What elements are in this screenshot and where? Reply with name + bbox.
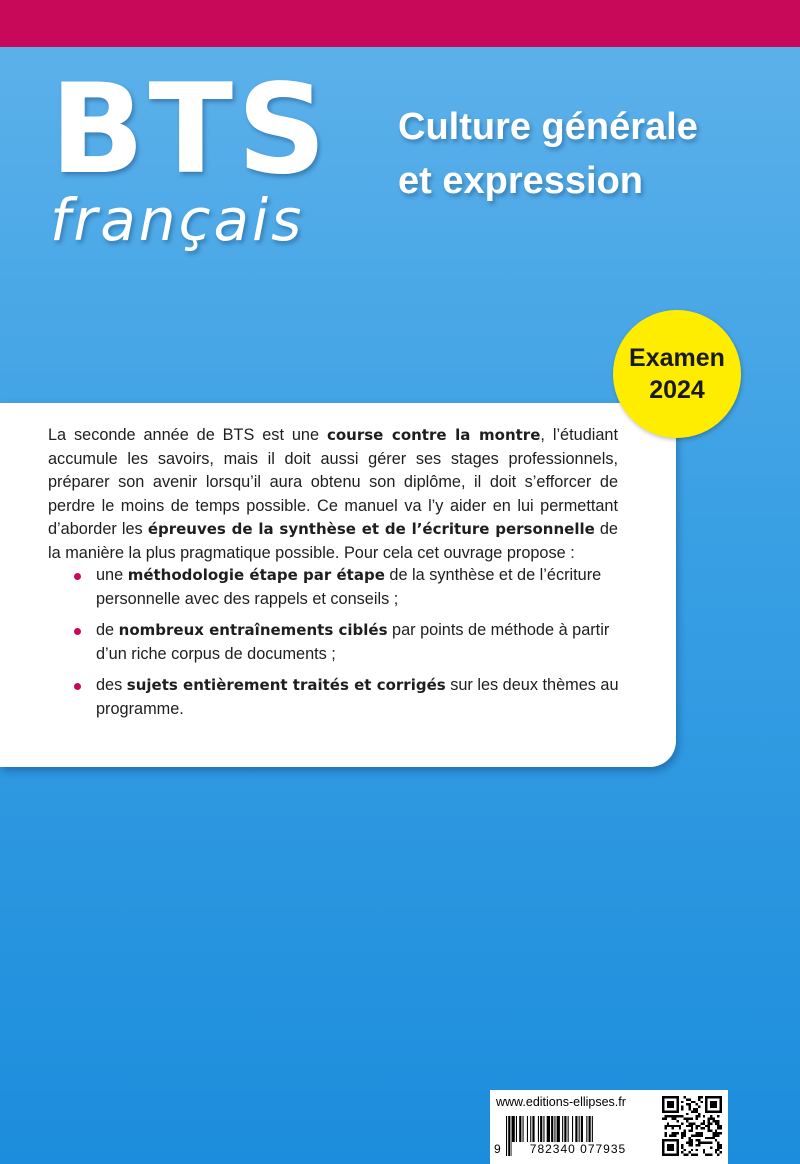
qr-module — [705, 1137, 707, 1139]
qr-module — [717, 1142, 719, 1144]
series-title: BTS — [50, 58, 331, 202]
qr-module — [698, 1113, 700, 1115]
qr-module — [664, 1125, 666, 1127]
qr-module — [684, 1118, 686, 1120]
qr-module — [696, 1110, 698, 1112]
qr-module — [676, 1115, 678, 1117]
book-title-line-2: et expression — [398, 160, 643, 202]
qr-module — [691, 1125, 693, 1127]
bullet-text: une — [96, 566, 128, 584]
qr-module — [669, 1125, 671, 1127]
qr-module — [696, 1154, 698, 1156]
qr-module — [700, 1127, 702, 1129]
qr-module — [696, 1132, 698, 1134]
qr-module — [698, 1134, 700, 1136]
qr-module — [674, 1115, 676, 1117]
book-title — [398, 100, 698, 208]
qr-module — [672, 1125, 674, 1127]
qr-module — [696, 1103, 698, 1105]
qr-module — [664, 1115, 666, 1117]
qr-module — [664, 1118, 666, 1120]
qr-module — [705, 1125, 707, 1127]
qr-module — [691, 1154, 693, 1156]
qr-module — [684, 1096, 686, 1098]
qr-module — [688, 1130, 690, 1132]
qr-module — [674, 1118, 676, 1120]
qr-module — [684, 1130, 686, 1132]
qr-module — [708, 1127, 710, 1129]
bullet-highlight: sujets entièrement traités et corrigés — [126, 676, 446, 695]
bullet-dot-icon — [74, 683, 81, 690]
qr-module — [700, 1132, 702, 1134]
qr-module — [698, 1142, 700, 1144]
qr-module — [708, 1137, 710, 1139]
qr-module — [686, 1118, 688, 1120]
qr-module — [679, 1127, 681, 1129]
qr-module — [700, 1142, 702, 1144]
qr-module — [715, 1149, 717, 1151]
qr-module — [676, 1125, 678, 1127]
qr-module — [669, 1134, 671, 1136]
qr-module — [681, 1137, 683, 1139]
qr-module — [688, 1103, 690, 1105]
qr-module — [703, 1142, 705, 1144]
intro-text-3: de la manière la plus pragmatique possible. Pour cela cet ouvrage propose : — [48, 520, 618, 562]
qr-module — [693, 1122, 695, 1124]
qr-module — [693, 1154, 695, 1156]
bullet-text: sur les deux thèmes au programme. — [96, 676, 619, 718]
qr-module — [710, 1122, 712, 1124]
qr-module — [688, 1151, 690, 1153]
qr-module — [717, 1132, 719, 1134]
qr-module — [717, 1149, 719, 1151]
qr-module — [698, 1125, 700, 1127]
qr-module — [688, 1125, 690, 1127]
qr-module — [679, 1125, 681, 1127]
qr-module — [717, 1120, 719, 1122]
qr-module — [676, 1120, 678, 1122]
qr-module — [691, 1130, 693, 1132]
qr-module — [667, 1125, 669, 1127]
qr-module — [691, 1139, 693, 1141]
qr-module — [693, 1134, 695, 1136]
qr-module — [696, 1144, 698, 1146]
qr-module — [664, 1127, 666, 1129]
qr-module — [672, 1134, 674, 1136]
qr-module — [688, 1139, 690, 1141]
qr-module — [715, 1139, 717, 1141]
qr-module — [691, 1118, 693, 1120]
subject-title: français — [50, 186, 305, 254]
qr-module — [710, 1118, 712, 1120]
qr-module — [710, 1154, 712, 1156]
qr-module — [681, 1144, 683, 1146]
qr-module — [688, 1106, 690, 1108]
qr-module — [664, 1134, 666, 1136]
qr-module — [672, 1115, 674, 1117]
book-title-line-1: Culture générale — [398, 106, 698, 148]
qr-module — [691, 1101, 693, 1103]
qr-module — [720, 1146, 722, 1148]
intro-text-2: , l’étudiant accumule les savoirs, mais il doit aussi gérer ses stages professionnels, préparer son avenir lorsqu’il aura obtenu son diplôme, il doit s’efforcer de perdre le moins de temps possible. Ce manuel va l’y aider en lui permettant d’aborder les — [48, 426, 618, 539]
qr-module — [674, 1132, 676, 1134]
qr-module — [684, 1149, 686, 1151]
qr-module — [681, 1134, 683, 1136]
qr-module — [710, 1101, 717, 1108]
qr-module — [712, 1132, 714, 1134]
qr-module — [715, 1151, 717, 1153]
qr-module — [720, 1151, 722, 1153]
qr-module — [696, 1139, 698, 1141]
qr-module — [712, 1118, 714, 1120]
bullet-dot-icon — [74, 573, 81, 580]
qr-module — [672, 1118, 674, 1120]
qr-module — [672, 1127, 674, 1129]
bullet-text: de — [96, 621, 119, 640]
bullet-text: par points de méthode à partir d’un riche corpus de documents ; — [96, 621, 610, 663]
qr-module — [710, 1142, 712, 1144]
qr-module — [703, 1115, 705, 1117]
qr-module — [667, 1122, 669, 1124]
bullet-text: de la synthèse et de l’écriture personnelle avec des rappels et conseils ; — [96, 566, 602, 608]
isbn-number: 782340 077935 — [512, 1142, 644, 1156]
qr-module — [717, 1144, 719, 1146]
qr-module — [717, 1125, 719, 1127]
qr-module — [681, 1132, 683, 1134]
qr-module — [698, 1132, 700, 1134]
qr-module — [662, 1118, 664, 1120]
qr-module — [688, 1108, 690, 1110]
qr-module — [691, 1122, 693, 1124]
qr-module — [720, 1127, 722, 1129]
qr-module — [700, 1134, 702, 1136]
qr-module — [696, 1149, 698, 1151]
qr-module — [686, 1103, 688, 1105]
qr-module — [703, 1151, 705, 1153]
qr-module — [686, 1125, 688, 1127]
qr-module — [664, 1132, 666, 1134]
qr-module — [681, 1115, 683, 1117]
list-item — [74, 674, 634, 721]
intro-highlight-1: course contre la montre — [326, 426, 541, 444]
qr-module — [693, 1101, 695, 1103]
qr-module — [717, 1134, 719, 1136]
qr-module — [703, 1149, 705, 1151]
qr-module — [696, 1134, 698, 1136]
list-item — [74, 619, 634, 666]
qr-module — [667, 1144, 674, 1151]
qr-module — [708, 1130, 710, 1132]
qr-module — [696, 1108, 698, 1110]
qr-module — [693, 1110, 695, 1112]
intro-text-1: La seconde année de BTS est une — [48, 426, 327, 444]
qr-module — [681, 1106, 683, 1108]
qr-module — [698, 1139, 700, 1141]
qr-module — [681, 1108, 683, 1110]
qr-module — [717, 1115, 719, 1117]
bullet-dot-icon — [74, 628, 81, 635]
bullet-highlight: nombreux entraînements ciblés — [118, 621, 388, 640]
qr-module — [715, 1130, 717, 1132]
qr-module — [691, 1142, 693, 1144]
qr-module — [710, 1137, 712, 1139]
qr-module — [703, 1127, 705, 1129]
qr-module — [708, 1154, 710, 1156]
feature-list — [74, 564, 634, 730]
qr-module — [708, 1122, 710, 1124]
qr-module — [712, 1137, 714, 1139]
qr-module — [686, 1154, 688, 1156]
qr-module — [681, 1146, 683, 1148]
qr-module — [715, 1134, 717, 1136]
qr-module — [691, 1144, 693, 1146]
qr-module — [667, 1115, 669, 1117]
qr-module — [708, 1120, 710, 1122]
qr-code-icon — [662, 1096, 722, 1156]
qr-module — [686, 1098, 688, 1100]
qr-module — [708, 1142, 710, 1144]
list-item — [74, 564, 634, 611]
qr-module — [703, 1120, 705, 1122]
qr-module — [708, 1125, 710, 1127]
badge-year: 2024 — [649, 376, 705, 404]
qr-module — [720, 1125, 722, 1127]
qr-module — [688, 1098, 690, 1100]
qr-module — [688, 1144, 690, 1146]
qr-module — [688, 1142, 690, 1144]
barcode-panel — [490, 1090, 728, 1164]
qr-module — [700, 1096, 702, 1098]
qr-module — [681, 1151, 683, 1153]
barcode-bar — [508, 1116, 510, 1156]
qr-module — [710, 1146, 712, 1148]
qr-module — [715, 1120, 717, 1122]
barcode-bar — [506, 1116, 507, 1156]
qr-module — [684, 1132, 686, 1134]
qr-module — [674, 1134, 676, 1136]
qr-module — [717, 1154, 719, 1156]
qr-module — [698, 1098, 700, 1100]
qr-module — [693, 1108, 695, 1110]
qr-module — [720, 1132, 722, 1134]
qr-module — [686, 1142, 688, 1144]
qr-module — [717, 1146, 719, 1148]
qr-module — [698, 1115, 700, 1117]
badge-label: Examen — [629, 344, 725, 372]
qr-module — [712, 1134, 714, 1136]
qr-module — [717, 1127, 719, 1129]
intro-highlight-2: épreuves de la synthèse et de l’écriture personnelle — [147, 520, 595, 539]
qr-module — [696, 1118, 698, 1120]
qr-module — [698, 1144, 700, 1146]
intro-paragraph — [48, 424, 618, 566]
qr-module — [691, 1134, 693, 1136]
qr-module — [720, 1144, 722, 1146]
qr-module — [717, 1122, 719, 1124]
qr-module — [705, 1142, 707, 1144]
qr-module — [681, 1101, 683, 1103]
qr-module — [696, 1125, 698, 1127]
qr-module — [679, 1115, 681, 1117]
qr-module — [669, 1115, 671, 1117]
qr-module — [676, 1132, 678, 1134]
qr-module — [691, 1127, 693, 1129]
qr-module — [708, 1118, 710, 1120]
isbn-prefix: 9 — [494, 1142, 501, 1156]
bullet-text: des — [96, 676, 127, 695]
qr-module — [691, 1110, 693, 1112]
qr-module — [715, 1132, 717, 1134]
qr-module — [696, 1115, 698, 1117]
qr-module — [672, 1132, 674, 1134]
qr-module — [691, 1149, 693, 1151]
qr-module — [686, 1120, 688, 1122]
exam-year-badge — [613, 310, 741, 438]
qr-module — [700, 1122, 702, 1124]
qr-module — [688, 1118, 690, 1120]
qr-module — [705, 1154, 707, 1156]
qr-module — [688, 1137, 690, 1139]
qr-module — [688, 1122, 690, 1124]
qr-module — [715, 1122, 717, 1124]
qr-module — [684, 1134, 686, 1136]
bullet-highlight: méthodologie étape par étape — [127, 566, 385, 584]
top-color-band — [0, 0, 800, 47]
qr-module — [712, 1120, 714, 1122]
publisher-website: www.editions-ellipses.fr — [496, 1095, 626, 1109]
qr-module — [667, 1101, 674, 1108]
qr-module — [674, 1125, 676, 1127]
qr-module — [686, 1113, 688, 1115]
qr-module — [698, 1096, 700, 1098]
qr-module — [696, 1127, 698, 1129]
qr-module — [684, 1154, 686, 1156]
qr-module — [700, 1101, 702, 1103]
qr-module — [698, 1106, 700, 1108]
qr-module — [710, 1115, 712, 1117]
qr-module — [703, 1122, 705, 1124]
qr-module — [681, 1122, 683, 1124]
qr-module — [710, 1130, 712, 1132]
